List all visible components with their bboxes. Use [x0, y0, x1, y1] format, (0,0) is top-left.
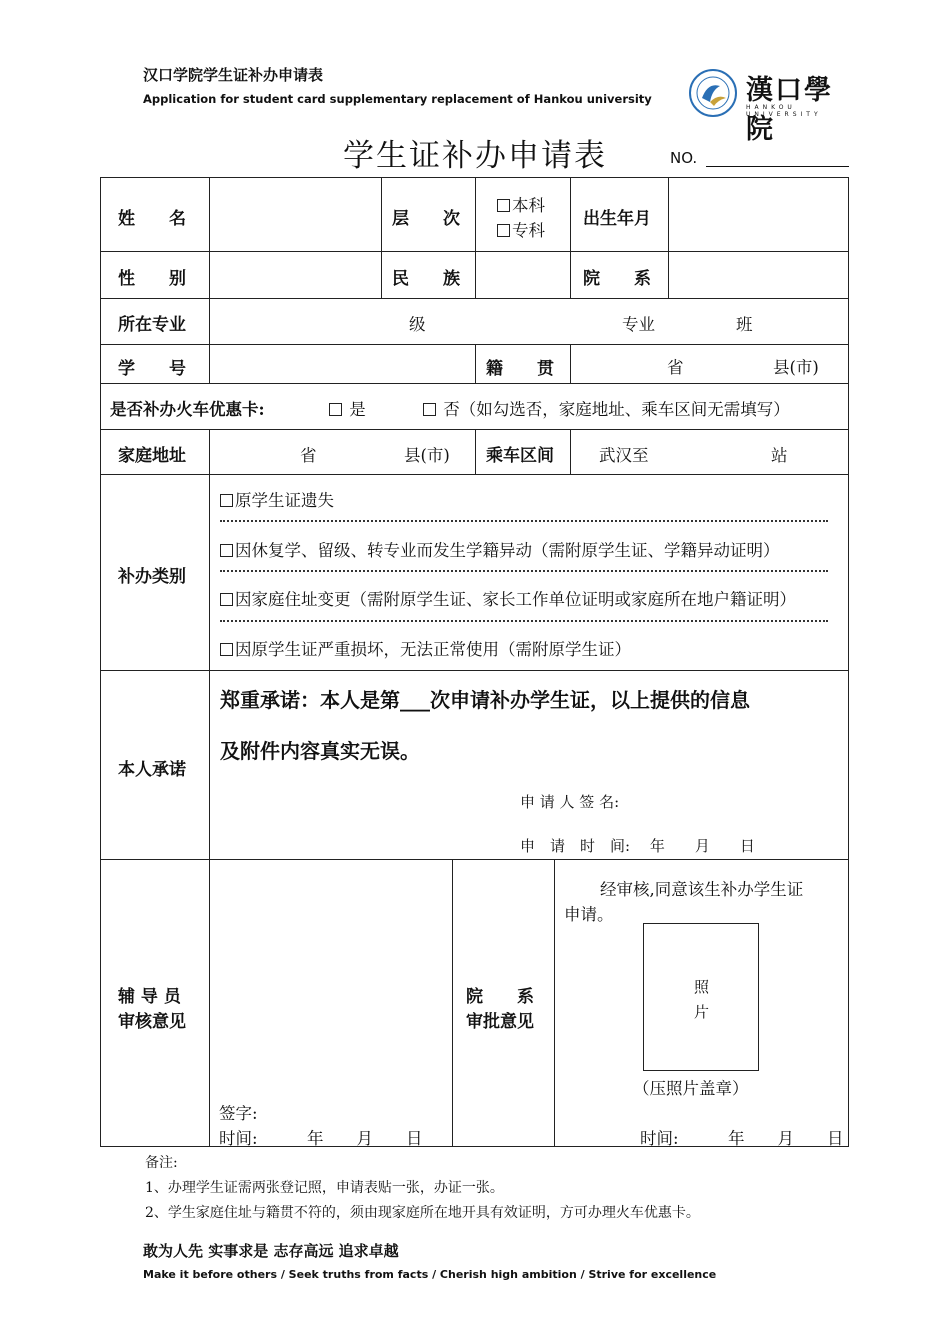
address-province: 省 [300, 446, 317, 465]
birth-label: 出生年月 [583, 209, 651, 229]
dept-review-label: 院 系 [466, 987, 534, 1007]
department-field[interactable] [670, 253, 847, 296]
ethnicity-field[interactable] [477, 253, 568, 296]
photo-label-1: 照 [694, 978, 710, 996]
dept-time-label: 时间: 年 月 日 [640, 1129, 844, 1148]
home-address-label: 家庭地址 [118, 446, 186, 466]
class-suffix: 班 [736, 315, 753, 334]
category-option-damaged[interactable]: 因原学生证严重损坏，无法正常使用（需附原学生证） [220, 636, 631, 660]
photo-stamp-note: （压照片盖章） [633, 1079, 749, 1098]
counselor-label-2: 审核意见 [118, 1012, 186, 1032]
name-field[interactable] [211, 179, 379, 249]
counselor-opinion-field[interactable] [211, 861, 450, 1096]
train-card-yes[interactable]: 是 [329, 396, 366, 420]
birth-field[interactable] [670, 179, 847, 249]
range-from: 武汉至 [599, 446, 649, 465]
train-card-no[interactable]: 否（如勾选否，家庭地址、乘车区间无需填写） [423, 396, 790, 420]
motto-cn: 敢为人先 实事求是 志存高远 追求卓越 [143, 1242, 399, 1260]
checkbox-icon [329, 403, 342, 416]
pledge-label: 本人承诺 [118, 760, 186, 780]
approval-text: 经审核,同意该生补办学生证 [600, 880, 804, 899]
university-emblem-icon [688, 68, 740, 118]
range-to: 站 [771, 446, 788, 465]
train-range-label: 乘车区间 [486, 446, 554, 466]
student-id-label: 学 号 [118, 359, 186, 379]
pledge-text-line1: 郑重承诺：本人是第___次申请补办学生证，以上提供的信息 [220, 688, 750, 712]
photo-box[interactable] [643, 923, 759, 1071]
category-option-address-change[interactable]: 因家庭住址变更（需附原学生证、家长工作单位证明或家庭所在地户籍证明） [220, 586, 796, 610]
logo-text-cn: 漢口學院 [746, 75, 833, 145]
dept-review-label-2: 审批意见 [466, 1012, 534, 1032]
university-logo [688, 68, 848, 145]
department-label: 院 系 [583, 269, 651, 289]
gender-label: 性 别 [118, 269, 186, 289]
logo-text-en: HANKOU UNIVERSITY [746, 104, 822, 118]
category-label: 补办类别 [118, 567, 186, 587]
address-county: 县(市) [404, 446, 450, 465]
serial-number-field[interactable] [706, 166, 849, 167]
checkbox-icon [497, 199, 510, 212]
header-title-cn: 汉口学院学生证补办申请表 [143, 66, 324, 84]
origin-county: 县(市) [773, 358, 819, 377]
serial-number-label: NO. [670, 149, 698, 167]
note-item-1: 1、办理学生证需两张登记照，申请表贴一张，办证一张。 [145, 1180, 504, 1196]
pledge-text-line2: 及附件内容真实无误。 [220, 739, 420, 763]
checkbox-icon [423, 403, 436, 416]
counselor-label: 辅 导 员 [118, 987, 181, 1007]
checkbox-icon [220, 544, 233, 557]
checkbox-icon [497, 224, 510, 237]
note-item-2: 2、学生家庭住址与籍贯不符的，须由现家庭所在地开具有效证明，方可办理火车优惠卡。 [145, 1205, 700, 1221]
student-id-field[interactable] [211, 346, 473, 381]
checkbox-icon [220, 643, 233, 656]
level-option-junior[interactable]: 专科 [497, 217, 545, 241]
name-label: 姓 名 [118, 209, 186, 229]
major-suffix: 专业 [622, 315, 655, 334]
notes-title: 备注: [145, 1155, 178, 1171]
applicant-signature-label: 申 请 人 签 名: [520, 793, 620, 811]
train-card-question: 是否补办火车优惠卡: [110, 400, 265, 419]
category-option-lost[interactable]: 原学生证遗失 [220, 487, 334, 511]
counselor-signature-label: 签字: [219, 1104, 258, 1123]
apply-time-label: 申 请 时 间: 年 月 日 [520, 837, 755, 855]
header-title-en: Application for student card supplementary replacement of Hankou university [143, 92, 652, 106]
motto-en: Make it before others / Seek truths from facts / Cherish high ambition / Strive for excellence [143, 1268, 717, 1281]
category-option-status-change[interactable]: 因休复学、留级、转专业而发生学籍异动（需附原学生证、学籍异动证明） [220, 537, 780, 561]
ethnicity-label: 民 族 [392, 269, 460, 289]
grade-suffix: 级 [409, 315, 426, 334]
checkbox-icon [220, 494, 233, 507]
level-label: 层 次 [392, 209, 460, 229]
gender-field[interactable] [211, 253, 379, 296]
origin-province: 省 [667, 358, 684, 377]
counselor-time-label: 时间: 年 月 日 [219, 1129, 423, 1148]
approval-text-2: 申请。 [564, 905, 614, 924]
major-label: 所在专业 [118, 315, 186, 335]
checkbox-icon [220, 593, 233, 606]
photo-label-2: 片 [694, 1003, 710, 1021]
origin-label: 籍 贯 [486, 359, 554, 379]
form-title: 学生证补办申请表 [343, 138, 607, 174]
level-option-undergrad[interactable]: 本科 [497, 192, 545, 216]
